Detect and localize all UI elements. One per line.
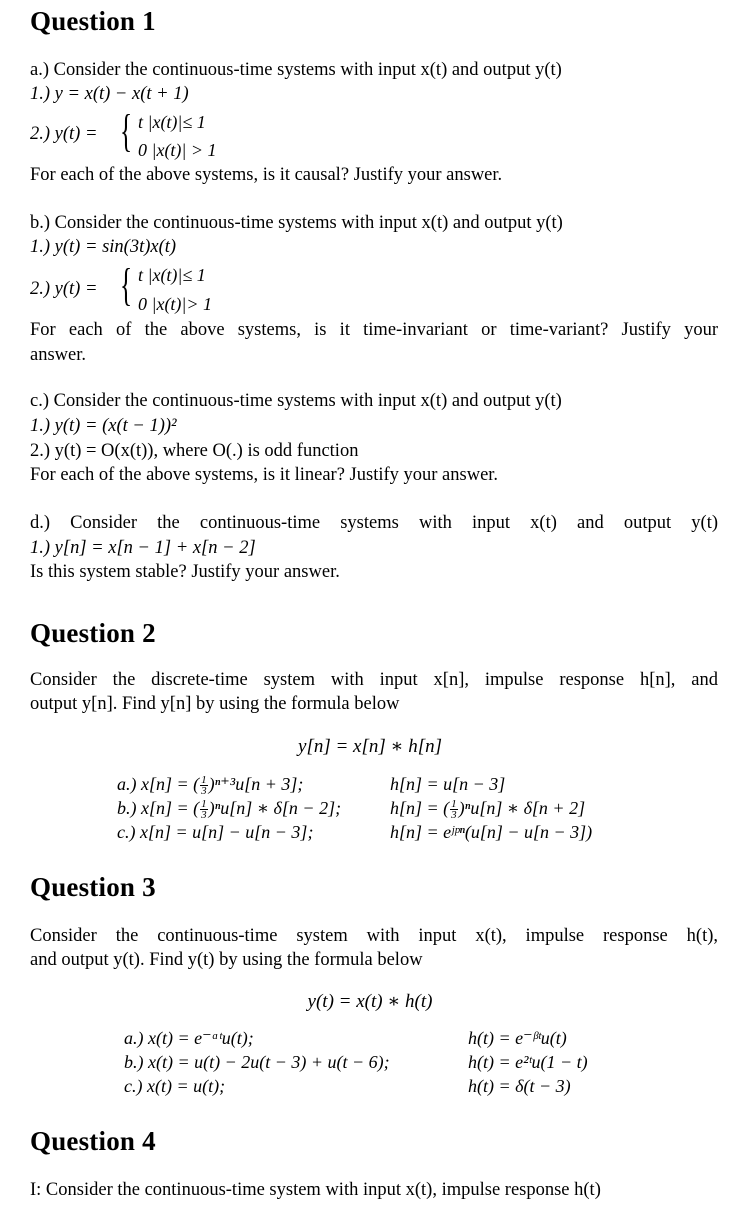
q1-b-question-line-1: For each of the above systems, is it time-invariant or time-variant? Justify your <box>30 320 718 340</box>
q1-b-question-line-2: answer. <box>30 345 86 365</box>
q3-convolution-formula: y(t) = x(t) ∗ h(t) <box>307 991 433 1012</box>
q2-a-fraction: $\frac{1}{3}$ <box>201 774 207 798</box>
q2-intro-line-2: output y[n]. Find y[n] by using the formula below <box>30 694 400 714</box>
q3-intro-line-2: and output y(t). Find y(t) by using the formula below <box>30 950 423 970</box>
q2-b-h-suffix: )ⁿu[n] ∗ δ[n + 2] <box>458 798 586 818</box>
q1-d-question: Is this system stable? Justify your answer. <box>30 562 340 582</box>
q2-a-input <box>117 774 303 796</box>
q4-intro: I: Consider the continuous-time system with input x(t), impulse response h(t) <box>30 1180 601 1200</box>
q1-c-system-2: 2.) y(t) = O(x(t)), where O(.) is odd function <box>30 441 359 461</box>
q1-d-intro: d.) Consider the continuous-time systems with input x(t) and output y(t) <box>30 513 718 533</box>
q3-intro-line-1: Consider the continuous-time system with input x(t), impulse response h(t), <box>30 926 718 946</box>
q2-b-impulse-response <box>390 798 585 820</box>
q1-b-intro: b.) Consider the continuous-time systems with input x(t) and output y(t) <box>30 213 563 233</box>
q1-a-case-1: t |x(t)|≤ 1 <box>138 112 206 132</box>
q1-c-intro: c.) Consider the continuous-time systems with input x(t) and output y(t) <box>30 391 562 411</box>
q3-a-input: a.) x(t) = e⁻ᵅᵗu(t); <box>124 1028 254 1048</box>
q1-c-question: For each of the above systems, is it linear? Justify your answer. <box>30 465 499 485</box>
question-2-title: Question 2 <box>30 618 156 648</box>
q2-c-impulse-response: h[n] = eʲᵖⁿ(u[n] − u[n − 3]) <box>390 822 593 842</box>
q1-a-system-2-lhs: 2.) y(t) = <box>30 124 98 144</box>
q1-b-system-2-lhs: 2.) y(t) = <box>30 279 98 299</box>
q1-a-case-2: 0 |x(t)| > 1 <box>138 140 217 160</box>
q1-c-system-1: 1.) y(t) = (x(t − 1))² <box>30 416 177 436</box>
q2-intro-line-1: Consider the discrete-time system with input x[n], impulse response h[n], and <box>30 670 718 690</box>
question-1-title: Question 1 <box>30 6 156 36</box>
q1-b-brace-icon: { <box>120 259 133 310</box>
q1-b-case-1: t |x(t)|≤ 1 <box>138 265 206 285</box>
q1-a-system-1: 1.) y = x(t) − x(t + 1) <box>30 84 189 104</box>
q3-b-impulse-response: h(t) = e²ᵗu(1 − t) <box>468 1052 588 1072</box>
q2-b-h-fraction: $\frac{1}{3}$ <box>451 798 457 822</box>
q2-a-impulse-response: h[n] = u[n − 3] <box>390 774 506 794</box>
q3-b-input: b.) x(t) = u(t) − 2u(t − 3) + u(t − 6); <box>124 1052 390 1072</box>
question-3-title: Question 3 <box>30 872 156 902</box>
question-4-title: Question 4 <box>30 1126 156 1156</box>
q2-a-input-suffix: )ⁿ⁺³u[n + 3]; <box>208 774 304 794</box>
q1-d-system-1: 1.) y[n] = x[n − 1] + x[n − 2] <box>30 538 256 558</box>
q2-b-input-prefix: b.) x[n] = ( <box>117 798 200 818</box>
q2-b-fraction: $\frac{1}{3}$ <box>201 798 207 822</box>
q3-c-impulse-response: h(t) = δ(t − 3) <box>468 1076 571 1096</box>
q2-convolution-formula: y[n] = x[n] ∗ h[n] <box>298 736 442 757</box>
q1-a-brace-icon: { <box>120 105 133 156</box>
q2-b-input-suffix: )ⁿu[n] ∗ δ[n − 2]; <box>208 798 342 818</box>
q2-b-input <box>117 798 341 820</box>
q2-b-h-prefix: h[n] = ( <box>390 798 450 818</box>
q3-a-impulse-response: h(t) = e⁻ᵝᵗu(t) <box>468 1028 567 1048</box>
q2-a-input-prefix: a.) x[n] = ( <box>117 774 200 794</box>
q3-c-input: c.) x(t) = u(t); <box>124 1076 226 1096</box>
q1-a-intro: a.) Consider the continuous-time systems with input x(t) and output y(t) <box>30 60 562 80</box>
q2-c-input: c.) x[n] = u[n] − u[n − 3]; <box>117 822 314 842</box>
q1-b-case-2: 0 |x(t)|> 1 <box>138 294 213 314</box>
q1-b-system-1: 1.) y(t) = sin(3t)x(t) <box>30 237 177 257</box>
q1-a-question: For each of the above systems, is it causal? Justify your answer. <box>30 165 503 185</box>
